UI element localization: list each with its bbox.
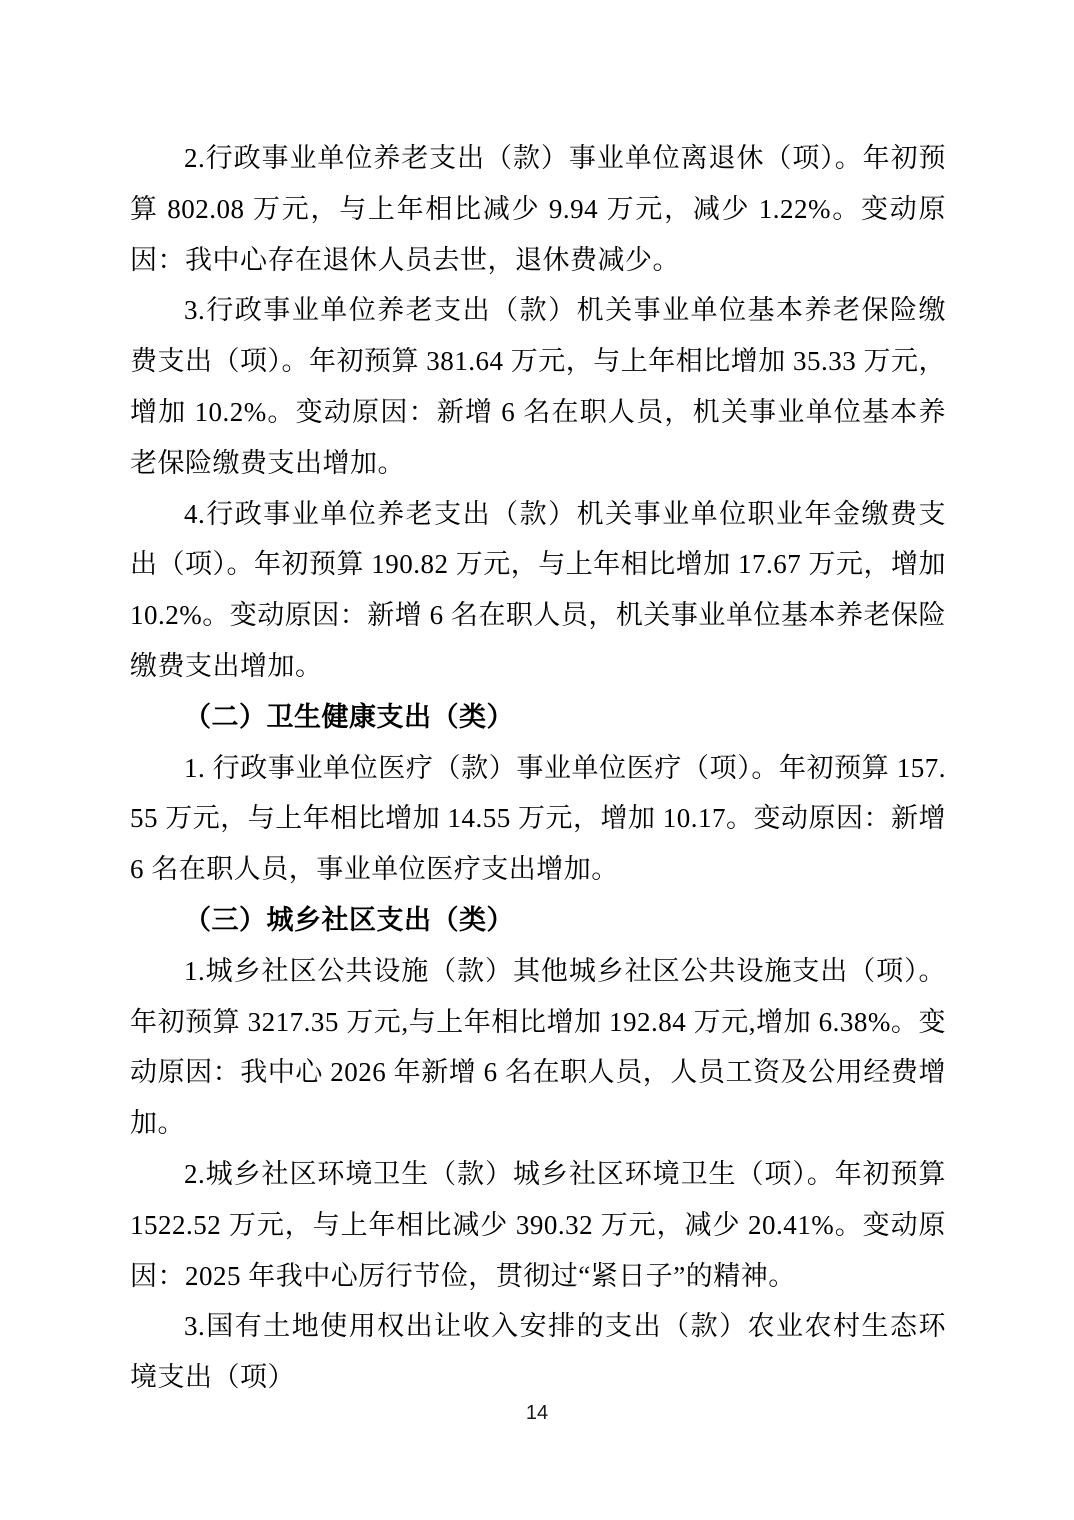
paragraph-state-owned-land: 3.国有土地使用权出让收入安排的支出（款）农业农村生态环境支出（项） [130, 1311, 946, 1393]
paragraph-community-public-facilities: 1.城乡社区公共设施（款）其他城乡社区公共设施支出（项）。年初预算 3217.35 万元,与上年相比增加 192.84 万元,增加 6.38%。变动原因：我中心 2026 年新增 6 名在职人员，人员工资及公用经费增加。 [130, 955, 946, 1139]
paragraph-pension-basic-insurance: 3.行政事业单位养老支出（款）机关事业单位基本养老保险缴费支出（项）。年初预算 381.64 万元，与上年相比增加 35.33 万元，增加 10.2%。变动原因：新增 6 名在职人员，机关事业单位基本养老保险缴费支出增加。 [130, 295, 946, 478]
document-body [130, 133, 946, 1403]
paragraph-pension-retiree: 2.行政事业单位养老支出（款）事业单位离退休（项）。年初预算 802.08 万元，与上年相比减少 9.94 万元，减少 1.22%。变动原因：我中心存在退休人员去世，退休费减少。 [130, 143, 946, 275]
heading-health-expenditure: （二）卫生健康支出（类） [184, 701, 514, 732]
paragraph-community-environmental-sanitation: 2.城乡社区环境卫生（款）城乡社区环境卫生（项）。年初预算 1522.52 万元，与上年相比减少 390.32 万元，减少 20.41%。变动原因：2025 年我中心厉行节俭，贯彻过“紧日子”的精神。 [130, 1158, 946, 1291]
paragraph-health-medical: 1. 行政事业单位医疗（款）事业单位医疗（项）。年初预算 157.55 万元，与上年相比增加 14.55 万元，增加 10.17。变动原因：新增 6 名在职人员，事业单位医疗支出增加。 [130, 752, 946, 885]
paragraph-pension-annuity: 4.行政事业单位养老支出（款）机关事业单位职业年金缴费支出（项）。年初预算 190.82 万元，与上年相比增加 17.67 万元，增加 10.2%。变动原因：新增 6 名在职人员，机关事业单位基本养老保险缴费支出增加。 [130, 498, 946, 681]
page-number: 14 [525, 1402, 549, 1424]
heading-urban-rural-community-expenditure: （三）城乡社区支出（类） [184, 904, 514, 935]
